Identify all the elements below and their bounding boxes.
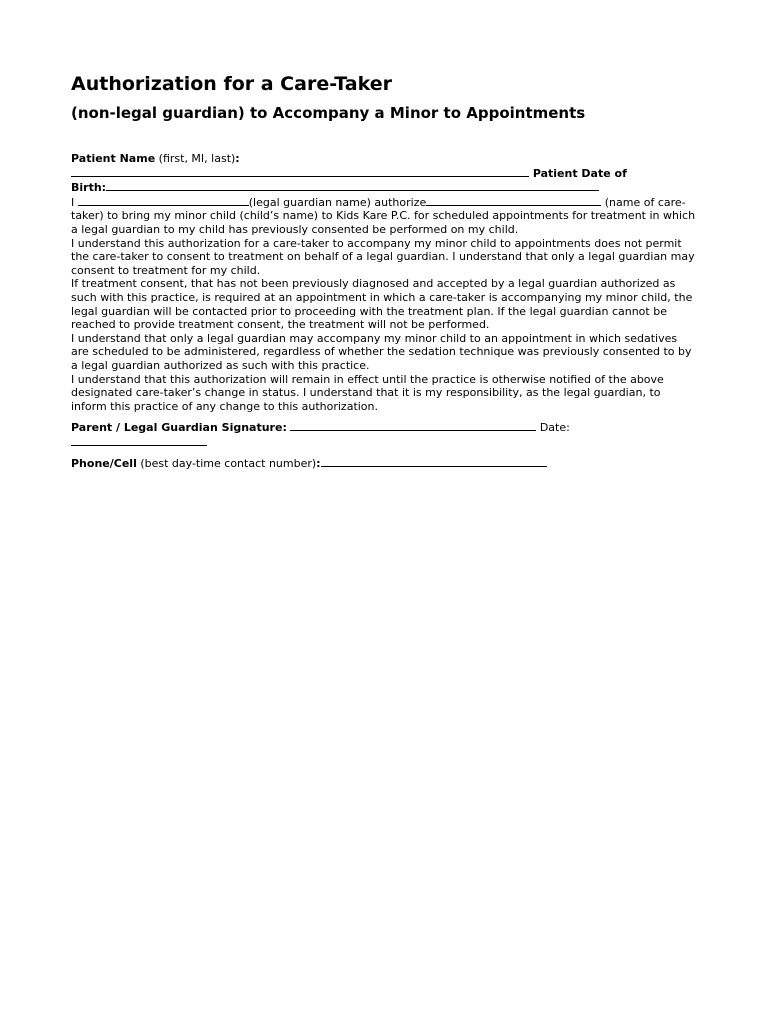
patient-dob-field[interactable] [106, 180, 599, 191]
patient-info-block [71, 152, 697, 195]
date-row [71, 435, 697, 450]
date-label: Date: [536, 421, 570, 435]
patient-name-field-row [71, 166, 697, 181]
form-content [71, 72, 697, 471]
signature-field[interactable] [290, 420, 536, 431]
phone-hint: (best day-time contact number) [136, 457, 317, 471]
signature-block [71, 420, 697, 449]
form-title: Authorization for a Care-Taker [71, 73, 393, 95]
patient-dob-label-cont: Birth: [71, 181, 107, 195]
patient-dob-label: Patient Date of [529, 166, 627, 180]
patient-name-colon: : [235, 152, 240, 165]
authorization-text: care-taker) to bring my minor child (child’s name) to Kids Kare P.C. for scheduled appointments for treatment in which a legal guardian to my child has previously consented be performed on my child. [71, 195, 696, 236]
caretaker-name-label: (name of [601, 195, 655, 209]
patient-name-field[interactable] [71, 166, 529, 177]
treatment-consent-paragraph: If treatment consent, that has not been previously diagnosed and accepted by a legal guardian authorized as such with this practice, is required at an appointment in which a care-taker is accompanying my minor child, the legal guardian will be contacted prior to proceeding with the treatment plan. If the legal guardian cannot be reached to provide treatment consent, the treatment will not be performed. [71, 277, 693, 332]
caretaker-name-field[interactable] [426, 195, 601, 206]
sedation-paragraph: I understand that only a legal guardian may accompany my minor child to an appointment in which sedatives are scheduled to be administered, regardless of whether the sedation technique was previously consented to by a legal guardian authorized as such with this practice. [71, 331, 692, 372]
form-subtitle: (non-legal guardian) to Accompany a Minor to Appointments [71, 104, 586, 122]
phone-label: Phone/Cell [71, 457, 137, 471]
authorization-prefix: I [71, 195, 78, 209]
consent-limit-paragraph: I understand this authorization for a care-taker to accompany my minor child to appointments does not permit the care-taker to consent to treatment on behalf of a legal guardian. I understand that only a legal guardian may consent to treatment for my child. [71, 236, 695, 277]
guardian-name-field[interactable] [78, 195, 249, 206]
patient-dob-row [71, 180, 697, 195]
date-field[interactable] [71, 435, 207, 446]
patient-name-label: Patient Name [71, 152, 156, 165]
guardian-name-label: (legal guardian name) authorize [248, 195, 427, 209]
patient-name-hint: (first, MI, last) [155, 152, 236, 165]
phone-colon: : [316, 457, 321, 471]
effective-period-paragraph: I understand that this authorization will remain in effect until the practice is otherwise notified of the above designated care-taker’s change in status. I understand that it is my responsibility, as the legal guardian, to inform this practice of any change to this authorization. [71, 372, 664, 413]
phone-field[interactable] [321, 456, 547, 467]
phone-row [71, 456, 697, 471]
patient-name-row [71, 152, 697, 166]
signature-row [71, 420, 697, 435]
signature-label: Parent / Legal Guardian Signature: [71, 421, 287, 435]
authorization-paragraph [71, 195, 697, 237]
